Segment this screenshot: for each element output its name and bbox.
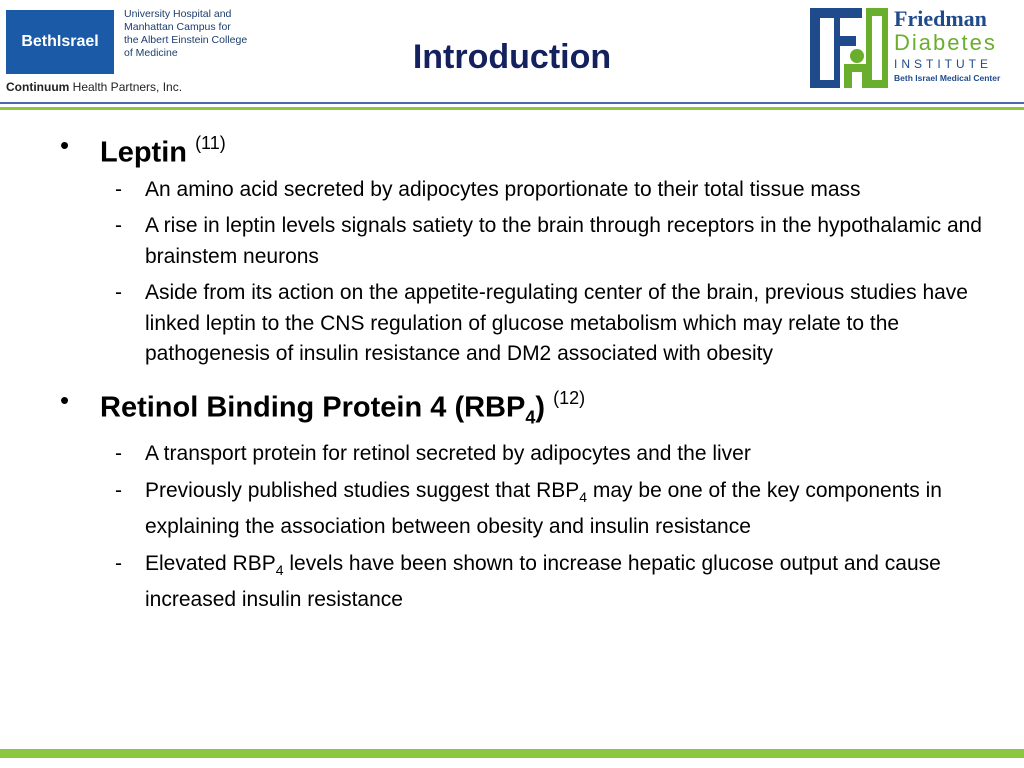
list-item (100, 175, 990, 206)
bullet-heading (60, 125, 990, 173)
subscript: 4 (275, 561, 284, 578)
fdi-diabetes: Diabetes (894, 30, 997, 55)
fdi-name: Friedman (894, 6, 987, 31)
citation-ref: (12) (553, 387, 586, 408)
dash-marker: - (115, 478, 122, 502)
heading-suffix: ) (535, 391, 546, 424)
slide-body (60, 125, 990, 626)
beth-israel-mark: BethIsrael (6, 10, 114, 74)
bullet-marker: • (60, 130, 70, 160)
heading-text: Leptin (100, 136, 187, 169)
heading-text: Retinol Binding Protein 4 (RBP (100, 391, 526, 424)
bullet-section-rbp4 (60, 380, 990, 616)
dash-marker: - (115, 442, 122, 466)
continuum-text (6, 80, 182, 94)
bullet-marker: • (60, 384, 70, 415)
citation-ref: (11) (195, 133, 226, 153)
subscript: 4 (579, 488, 588, 505)
header-divider-green (0, 107, 1024, 110)
list-item-text: A rise in leptin levels signals satiety to the brain through receptors in the hypothalamic and brainstem neurons (145, 214, 982, 268)
continuum-rest: Health Partners, Inc. (69, 80, 183, 94)
affiliation-line: Manhattan Campus for (124, 21, 231, 33)
friedman-diabetes-logo (806, 6, 1022, 92)
sub-list (100, 439, 990, 616)
list-item (100, 549, 990, 616)
list-item-text: Elevated RBP (145, 551, 276, 575)
affiliation-line: University Hospital and (124, 8, 232, 20)
sub-list (100, 175, 990, 370)
list-item (100, 278, 990, 370)
list-item (100, 211, 990, 272)
continuum-bold: Continuum (6, 80, 70, 94)
fdi-emblem-icon (810, 8, 888, 88)
list-item-text: Previously published studies suggest that RBP (145, 478, 580, 502)
affiliation-line: of Medicine (124, 47, 178, 59)
list-item (100, 476, 990, 543)
dash-marker: - (115, 214, 122, 238)
affiliation-line: the Albert Einstein College (124, 34, 248, 46)
list-item (100, 439, 990, 470)
page-title: Introduction (412, 38, 612, 76)
dash-marker: - (115, 177, 122, 201)
dash-marker: - (115, 551, 122, 575)
heading-subscript: 4 (525, 407, 536, 428)
list-item-text: An amino acid secreted by adipocytes proportionate to their total tissue mass (145, 177, 861, 201)
footer-divider-green (0, 749, 1024, 758)
list-item-text-continued: may be one of the key components in explaining the association between obesity and insulin resistance (145, 478, 942, 539)
list-item-text-continued: levels have been shown to increase hepatic glucose output and cause increased insulin resistance (145, 551, 941, 612)
header-divider-blue (0, 102, 1024, 104)
list-item-text: Aside from its action on the appetite-regulating center of the brain, previous studies have linked leptin to the CNS regulation of glucose metabolism which may relate to the pathogenesis of insulin resistance and DM2 associated with obesity (145, 281, 968, 366)
list-item-text: A transport protein for retinol secreted by adipocytes and the liver (145, 442, 751, 466)
dash-marker: - (115, 281, 122, 305)
bullet-section-leptin (60, 125, 990, 370)
fdi-wordmark (894, 8, 1000, 83)
bullet-heading (60, 380, 990, 437)
fdi-subtitle: Beth Israel Medical Center (894, 73, 1001, 83)
fdi-institute: INSTITUTE (894, 57, 992, 71)
